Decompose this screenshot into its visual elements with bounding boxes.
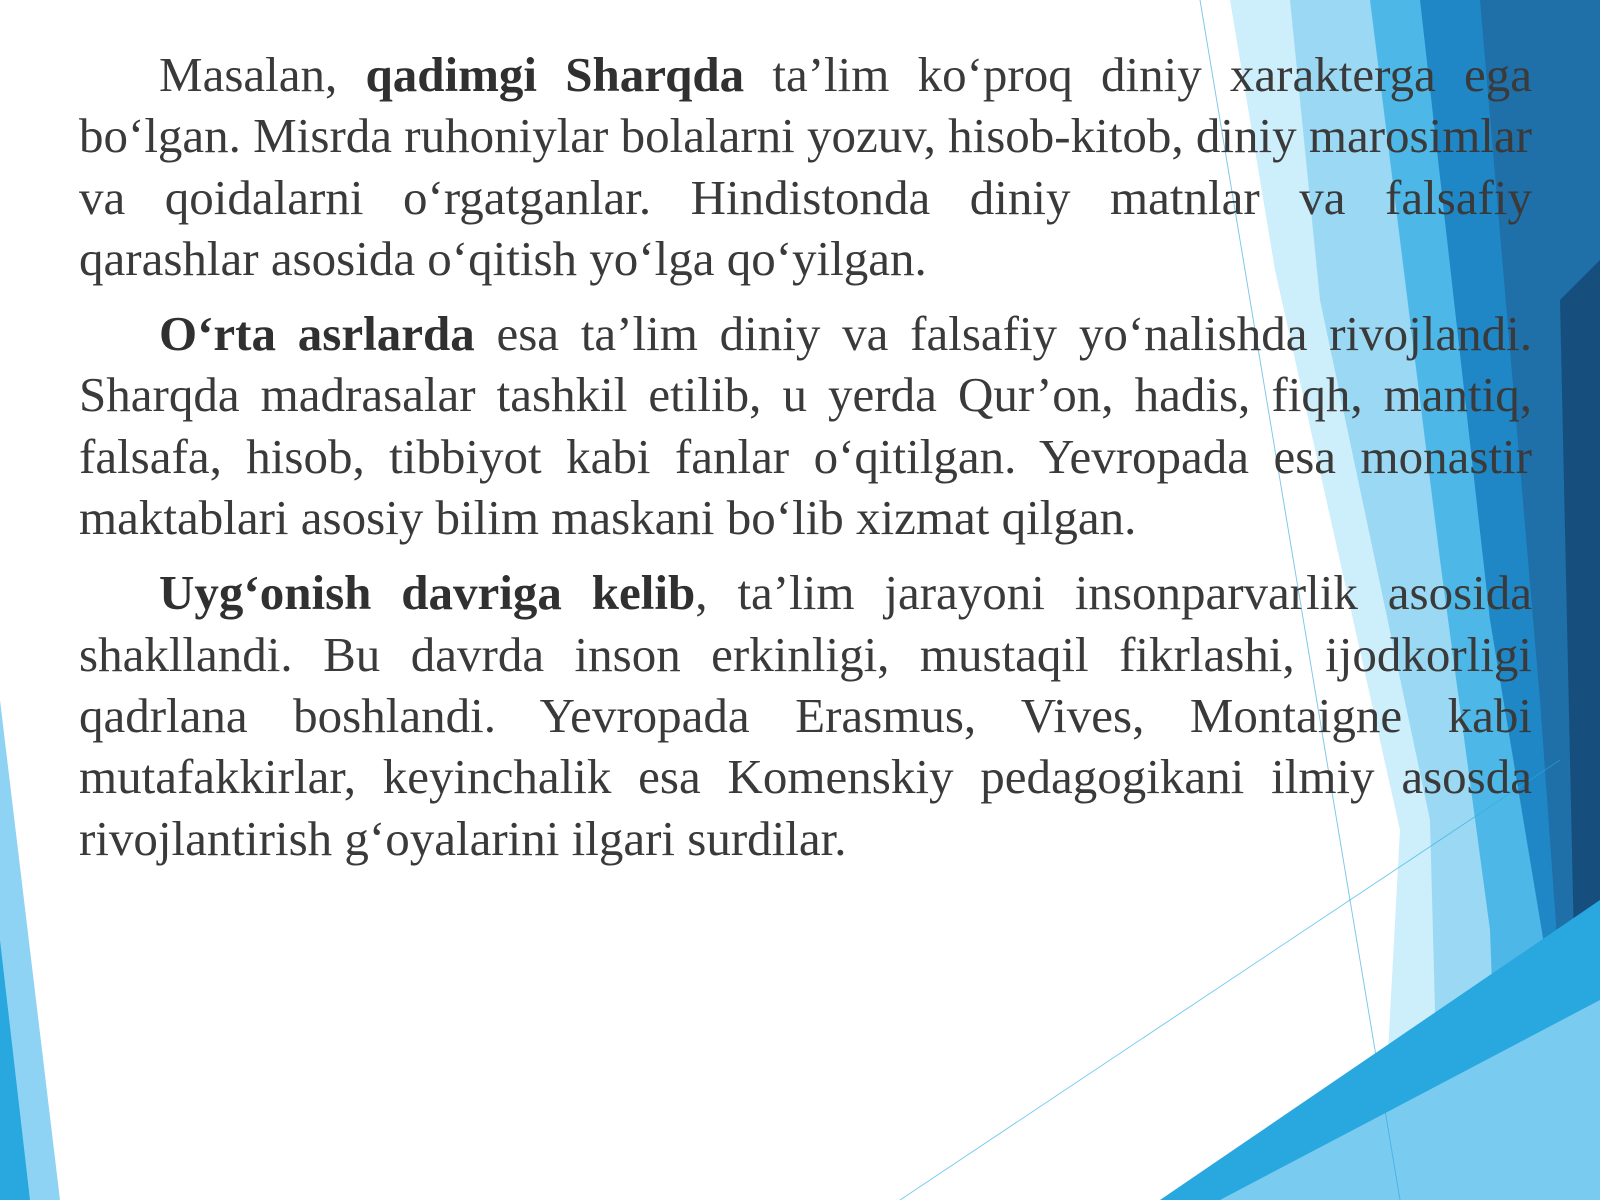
paragraph-3-text: , ta’lim jarayoni insonparvarlik asosida shakllandi. Bu davrda inson erkinligi, mustaqil fikrlashi, ijodkorligi qadrlana boshlandi. Yevropada Erasmus, Vives, Montaigne kabi mutafakkirlar, keyinchalik esa Komenskiy pedagogikani ilmiy asosda rivojlantirish g‘oyalarini ilgari surdilar.: [79, 565, 1533, 866]
paragraph-1-text: ta’lim ko‘proq diniy xarakterga ega bo‘lgan. Misrda ruhoniylar bolalarni yozuv, hisob-kitob, diniy marosimlar va qoidalarni o‘rgatganlar. Hindistonda diniy matnlar va falsafiy qarashlar asosida o‘qitish yo‘lga qo‘yilgan.: [79, 47, 1533, 286]
paragraph-3-bold: Uyg‘onish davriga kelib: [159, 565, 696, 621]
paragraph-2-bold: O‘rta asrlarda: [159, 306, 475, 362]
slide-content: [79, 44, 1532, 883]
paragraph-2-text: esa ta’lim diniy va falsafiy yo‘nalishda rivojlandi. Sharqda madrasalar tashkil etilib, u yerda Qur’on, hadis, fiqh, mantiq, falsafa, hisob, tibbiyot kabi fanlar o‘qitilgan. Yevropada esa monastir maktablari asosiy bilim maskani bo‘lib xizmat qilgan.: [79, 306, 1532, 546]
paragraph-renaissance: [79, 562, 1532, 868]
paragraph-1-before: Masalan,: [159, 47, 366, 102]
paragraph-middle-ages: [79, 303, 1532, 548]
paragraph-1-bold: qadimgi Sharqda: [365, 47, 745, 102]
paragraph-ancient-east: [79, 44, 1532, 289]
